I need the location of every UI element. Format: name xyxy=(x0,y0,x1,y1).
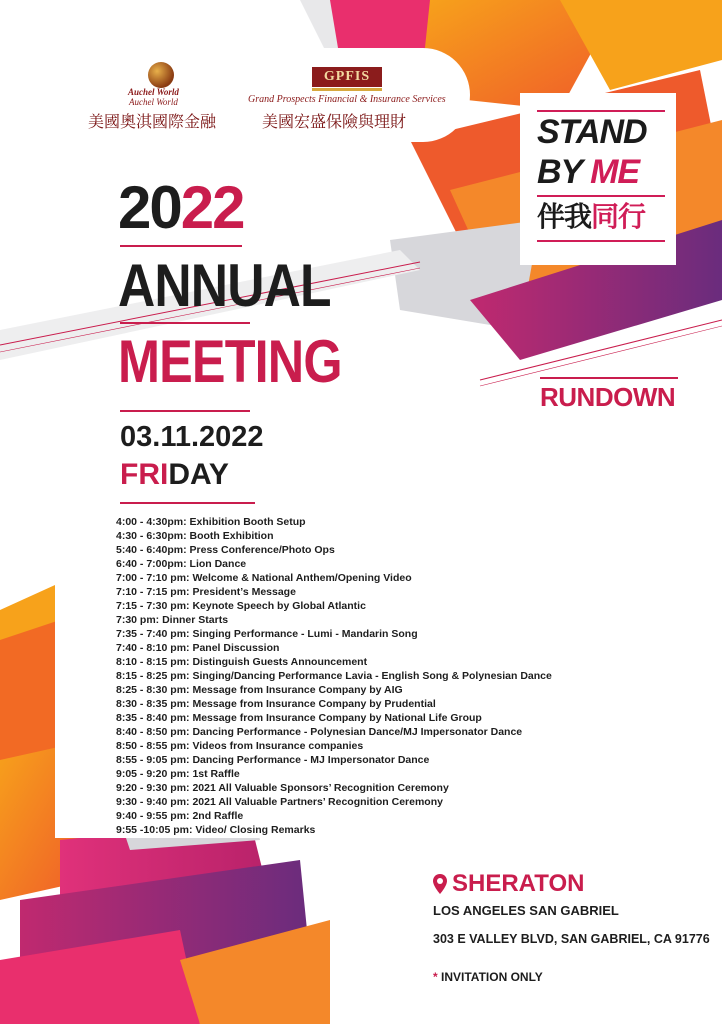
schedule-item: 8:35 - 8:40 pm: Message from Insurance Company by National Life Group xyxy=(116,712,482,724)
schedule-item: 9:05 - 9:20 pm: 1st Raffle xyxy=(116,768,240,780)
slogan-line1: STAND xyxy=(537,113,647,151)
location-pin-icon xyxy=(433,874,447,894)
day-suffix: DAY xyxy=(168,458,229,491)
schedule-item: 9:40 - 9:55 pm: 2nd Raffle xyxy=(116,810,244,822)
slogan-top-rule xyxy=(537,110,665,112)
schedule-item: 8:30 - 8:35 pm: Message from Insurance Company by Prudential xyxy=(116,698,436,710)
event-date: 03.11.2022 xyxy=(120,421,264,453)
title-meeting: MEETING xyxy=(118,328,342,395)
schedule-item: 9:20 - 9:30 pm: 2021 All Valuable Sponsors’ Recognition Ceremony xyxy=(116,782,449,794)
schedule-item: 8:50 - 8:55 pm: Videos from Insurance companies xyxy=(116,740,364,752)
schedule-item: 6:40 - 7:00pm: Lion Dance xyxy=(116,558,247,570)
year-suffix: 22 xyxy=(180,174,244,241)
schedule-item: 4:00 - 4:30pm: Exhibition Booth Setup xyxy=(116,516,306,528)
slogan-line2 xyxy=(537,155,639,189)
event-day xyxy=(120,460,229,490)
schedule-item: 7:35 - 7:40 pm: Singing Performance - Lumi - Mandarin Song xyxy=(116,628,418,640)
title-annual: ANNUAL xyxy=(118,252,331,319)
schedule-item: 7:15 - 7:30 pm: Keynote Speech by Global Atlantic xyxy=(116,600,366,612)
day-prefix: FRI xyxy=(120,458,169,491)
schedule-item: 5:40 - 6:40pm: Press Conference/Photo Ops xyxy=(116,544,335,556)
venue-name: SHERATON xyxy=(452,870,585,897)
slogan-me: ME xyxy=(590,153,640,191)
title-rule-2 xyxy=(120,322,250,324)
year-prefix: 20 xyxy=(118,174,181,241)
slogan-mid-rule xyxy=(537,195,665,197)
gpfis-logo-underline xyxy=(312,88,382,91)
slogan-cn-b: 同行 xyxy=(591,200,646,233)
rundown-label: RUNDOWN xyxy=(540,382,676,412)
invitation-note xyxy=(433,970,543,984)
slogan-by: BY xyxy=(537,153,582,191)
schedule-item: 7:30 pm: Dinner Starts xyxy=(116,614,229,626)
auchel-world-name: Auchel World xyxy=(128,87,179,97)
invitation-text: INVITATION ONLY xyxy=(441,970,543,984)
schedule-list xyxy=(116,515,552,837)
schedule-item: 8:10 - 8:15 pm: Distinguish Guests Announcement xyxy=(116,656,368,668)
schedule-item: 7:00 - 7:10 pm: Welcome & National Anthem/Opening Video xyxy=(116,572,412,584)
schedule-item: 9:30 - 9:40 pm: 2021 All Valuable Partners’ Recognition Ceremony xyxy=(116,796,443,808)
auchel-world-logo-icon xyxy=(148,62,174,88)
title-rule-3 xyxy=(120,410,250,412)
title-rule-4 xyxy=(120,502,255,504)
auchel-world-chinese-name: 美國奧淇國際金融 xyxy=(88,112,217,131)
venue-subtitle: LOS ANGELES SAN GABRIEL xyxy=(433,903,619,918)
slogan-bottom-rule xyxy=(537,240,665,242)
slogan-chinese xyxy=(537,200,646,233)
rundown-rule-top xyxy=(540,377,678,379)
schedule-item: 8:40 - 8:50 pm: Dancing Performance - Polynesian Dance/MJ Impersonator Dance xyxy=(116,726,523,738)
gpfis-full-name: Grand Prospects Financial & Insurance Services xyxy=(248,94,446,105)
event-year xyxy=(118,174,244,241)
schedule-item: 9:55 -10:05 pm: Video/ Closing Remarks xyxy=(116,824,316,836)
schedule-item: 8:55 - 9:05 pm: Dancing Performance - MJ Impersonator Dance xyxy=(116,754,430,766)
schedule-item: 7:10 - 7:15 pm: President’s Message xyxy=(116,586,296,598)
invitation-star: * xyxy=(433,970,438,984)
gpfis-logo-badge: GPFIS xyxy=(312,67,382,87)
schedule-item: 8:15 - 8:25 pm: Singing/Dancing Performance Lavia - English Song & Polynesian Dance xyxy=(116,670,552,682)
schedule-item: 4:30 - 6:30pm: Booth Exhibition xyxy=(116,530,274,542)
schedule-item: 7:40 - 8:10 pm: Panel Discussion xyxy=(116,642,280,654)
auchel-world-script-name: Auchel World xyxy=(129,97,178,107)
schedule-item: 8:25 - 8:30 pm: Message from Insurance Company by AIG xyxy=(116,684,403,696)
title-rule-1 xyxy=(120,245,242,247)
venue-address: 303 E VALLEY BLVD, SAN GABRIEL, CA 91776 xyxy=(433,932,710,946)
slogan-cn-a: 伴我 xyxy=(537,200,592,233)
gpfis-chinese-name: 美國宏盛保險與理財 xyxy=(262,112,407,131)
